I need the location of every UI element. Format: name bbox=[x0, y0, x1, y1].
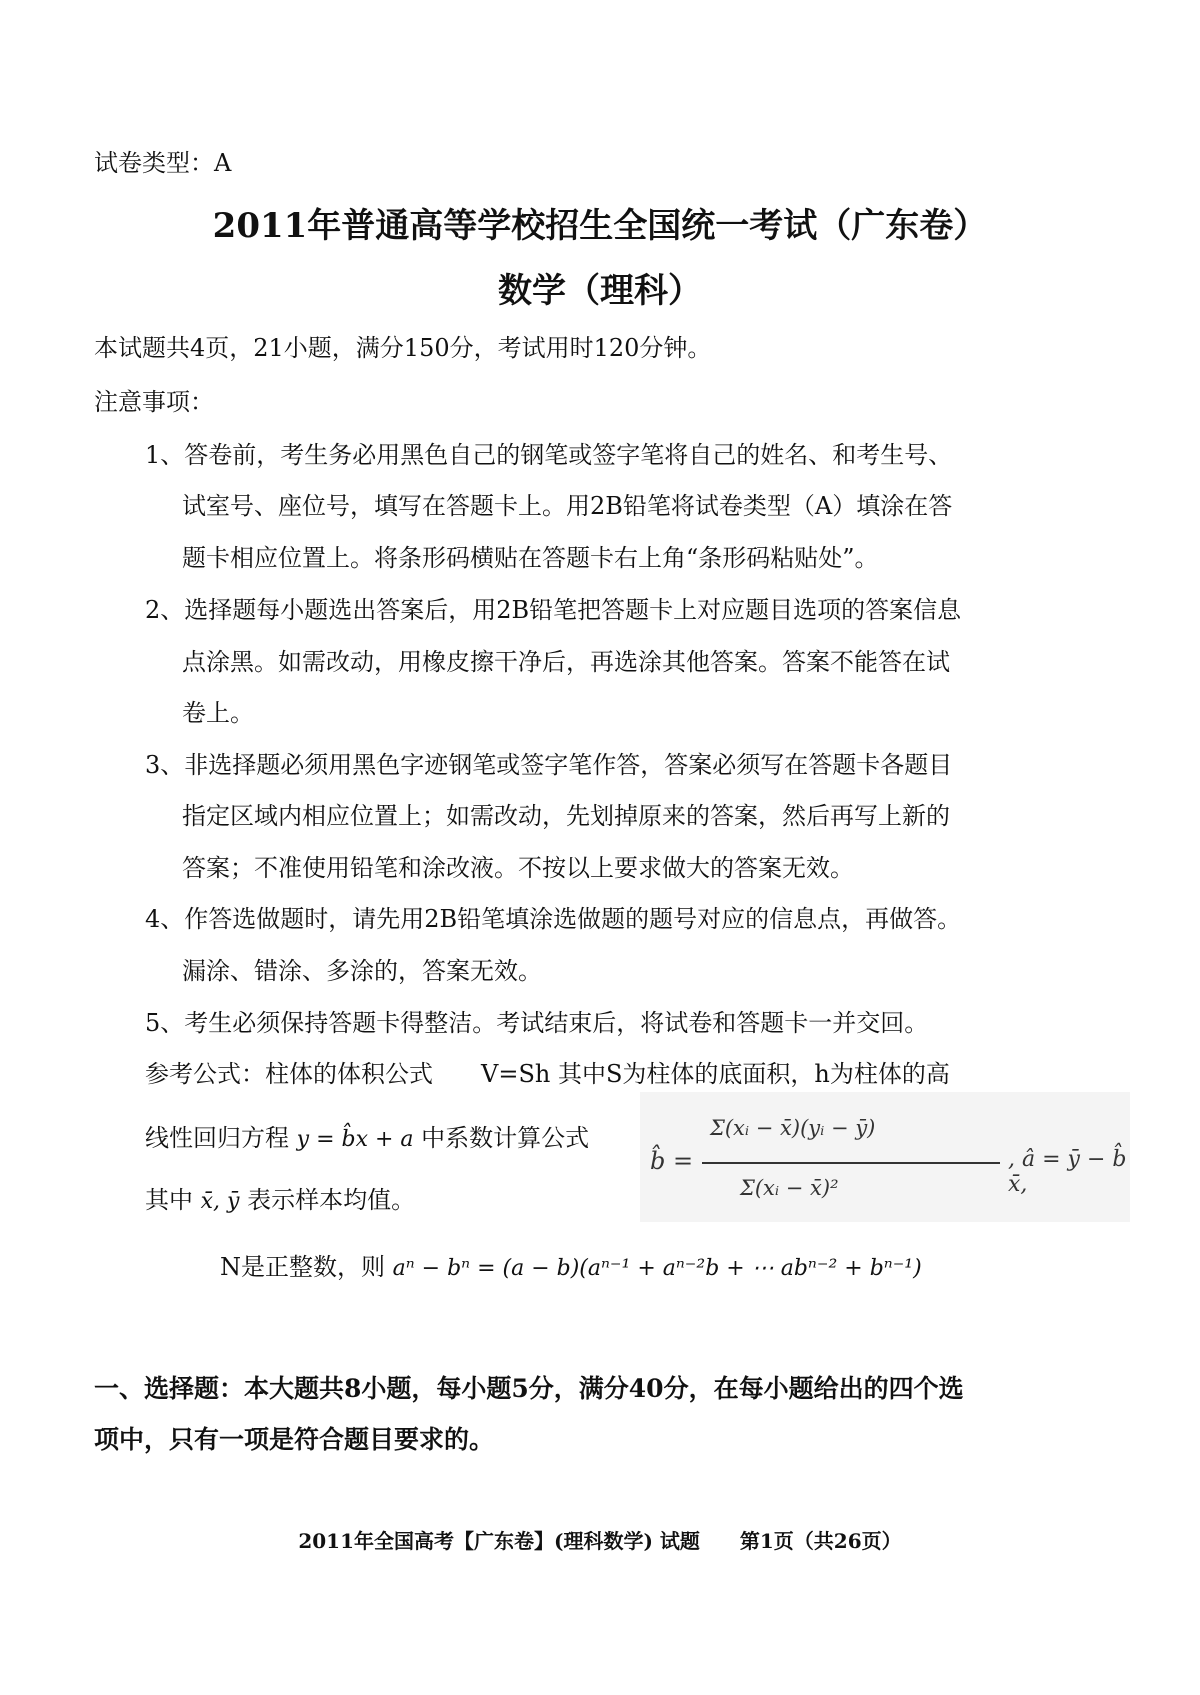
notice-line: 题卡相应位置上。将条形码横贴在答题卡右上角“条形码粘贴处”。 bbox=[182, 544, 879, 572]
exam-intro: 本试题共4页，21小题，满分150分，考试用时120分钟。 bbox=[94, 334, 712, 362]
sample-means-line bbox=[145, 1185, 415, 1217]
power-difference-formula: aⁿ − bⁿ = (a − b)(aⁿ⁻¹ + aⁿ⁻²b + ⋯ abⁿ⁻² + bⁿ⁻¹) bbox=[392, 1256, 922, 1281]
formula-numerator: Σ(xᵢ − x̄)(yᵢ − ȳ) bbox=[710, 1116, 876, 1140]
b-hat-label: b̂ = bbox=[650, 1147, 694, 1175]
means-suffix: 表示样本均值。 bbox=[247, 1186, 416, 1214]
means-vars: x̄, ȳ bbox=[200, 1189, 240, 1214]
section-heading-cont: 项中，只有一项是符合题目要求的。 bbox=[94, 1425, 495, 1454]
notice-line: 2、选择题每小题选出答案后，用2B铅笔把答题卡上对应题目选项的答案信息 bbox=[145, 596, 962, 624]
notice-line: 答案；不准使用铅笔和涂改液。不按以上要求做大的答案无效。 bbox=[182, 854, 854, 882]
section-heading: 一、选择题：本大题共8小题，每小题5分，满分40分，在每小题给出的四个选 bbox=[94, 1374, 964, 1403]
exam-title: 2011年普通高等学校招生全国统一考试（广东卷） bbox=[212, 206, 988, 246]
notice-line: 5、考生必须保持答题卡得整洁。考试结束后，将试卷和答题卡一并交回。 bbox=[145, 1009, 929, 1037]
notice-line: 漏涂、错涂、多涂的，答案无效。 bbox=[182, 957, 542, 985]
power-difference-line bbox=[220, 1252, 922, 1284]
regression-equation: y = b̂x + a bbox=[296, 1127, 414, 1152]
regression-line bbox=[145, 1123, 589, 1155]
regression-suffix: 中系数计算公式 bbox=[421, 1124, 590, 1152]
means-prefix: 其中 bbox=[145, 1186, 193, 1214]
notice-line: 试室号、座位号，填写在答题卡上。用2B铅笔将试卷类型（A）填涂在答 bbox=[182, 492, 953, 520]
notice-line: 点涂黑。如需改动，用橡皮擦干净后，再选涂其他答案。答案不能答在试 bbox=[182, 648, 950, 676]
power-difference-prefix: N是正整数，则 bbox=[220, 1253, 385, 1281]
notice-heading: 注意事项： bbox=[94, 388, 214, 416]
notice-line: 3、非选择题必须用黑色字迹钢笔或签字笔作答，答案必须写在答题卡各题目 bbox=[145, 751, 953, 779]
page-footer: 2011年全国高考【广东卷】(理科数学) 试题 第1页（共26页） bbox=[298, 1529, 902, 1553]
reference-formula-volume: 参考公式：柱体的体积公式 V=Sh 其中S为柱体的底面积，h为柱体的高 bbox=[145, 1060, 950, 1088]
paper-type: 试卷类型：A bbox=[94, 149, 232, 177]
notice-line: 指定区域内相应位置上；如需改动，先划掉原来的答案，然后再写上新的 bbox=[182, 802, 950, 830]
notice-line: 1、答卷前，考生务必用黑色自己的钢笔或签字笔将自己的姓名、和考生号、 bbox=[145, 441, 953, 469]
regression-prefix: 线性回归方程 bbox=[145, 1124, 289, 1152]
a-hat-formula: , â = ȳ − b̂ x̄, bbox=[1008, 1147, 1127, 1197]
formula-denominator: Σ(xᵢ − x̄)² bbox=[740, 1176, 839, 1200]
notice-line: 4、作答选做题时，请先用2B铅笔填涂选做题的题号对应的信息点，再做答。 bbox=[145, 905, 962, 933]
fraction-bar bbox=[702, 1162, 1000, 1164]
notice-line: 卷上。 bbox=[182, 699, 254, 727]
exam-subtitle: 数学（理科） bbox=[498, 271, 702, 311]
coefficient-formula-image bbox=[640, 1092, 1130, 1222]
